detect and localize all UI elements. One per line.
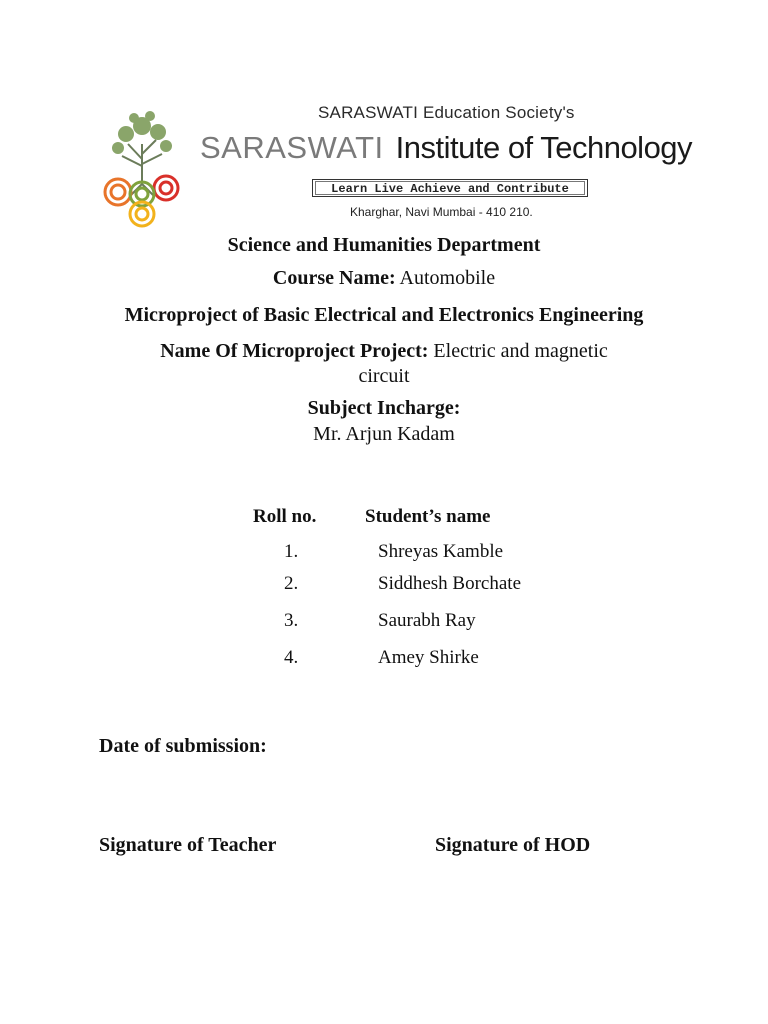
course-value: Automobile — [399, 267, 496, 289]
brand-rest: Institute of Technology — [395, 130, 693, 165]
hod-signature-label: Signature of HOD — [435, 834, 591, 856]
tagline-text: Learn Live Achieve and Contribute — [331, 182, 569, 196]
student-name: Shreyas Kamble — [378, 541, 504, 562]
brand-name: SARASWATI — [200, 130, 384, 165]
institute-address: Kharghar, Navi Mumbai - 410 210. — [350, 205, 533, 219]
student-name: Siddhesh Borchate — [378, 573, 522, 594]
institute-name — [200, 130, 692, 166]
society-name: SARASWATI Education Society's — [318, 103, 575, 122]
student-roll: 3. — [284, 610, 299, 631]
institute-emblem-icon — [100, 104, 190, 230]
project-value-line1: Electric and magnetic — [433, 340, 608, 362]
name-column-header: Student’s name — [365, 506, 491, 527]
student-name: Saurabh Ray — [378, 610, 476, 631]
department-title: Science and Humanities Department — [227, 234, 541, 256]
student-roll: 2. — [284, 573, 299, 594]
student-roll: 1. — [284, 541, 299, 562]
roll-column-header: Roll no. — [253, 506, 317, 527]
project-value-line2: circuit — [358, 365, 410, 387]
project-label: Name Of Microproject Project: — [160, 340, 429, 362]
course-line — [0, 267, 768, 290]
institute-tagline — [312, 179, 588, 197]
course-label: Course Name: — [272, 267, 396, 289]
date-of-submission-label: Date of submission: — [99, 735, 267, 757]
microproject-title: Microproject of Basic Electrical and Electronics Engineering — [124, 304, 644, 326]
project-line — [0, 340, 768, 363]
teacher-signature-label: Signature of Teacher — [99, 834, 277, 856]
incharge-name: Mr. Arjun Kadam — [313, 423, 455, 445]
student-name: Amey Shirke — [378, 647, 479, 668]
student-roll: 4. — [284, 647, 299, 668]
incharge-label: Subject Incharge: — [307, 397, 461, 419]
